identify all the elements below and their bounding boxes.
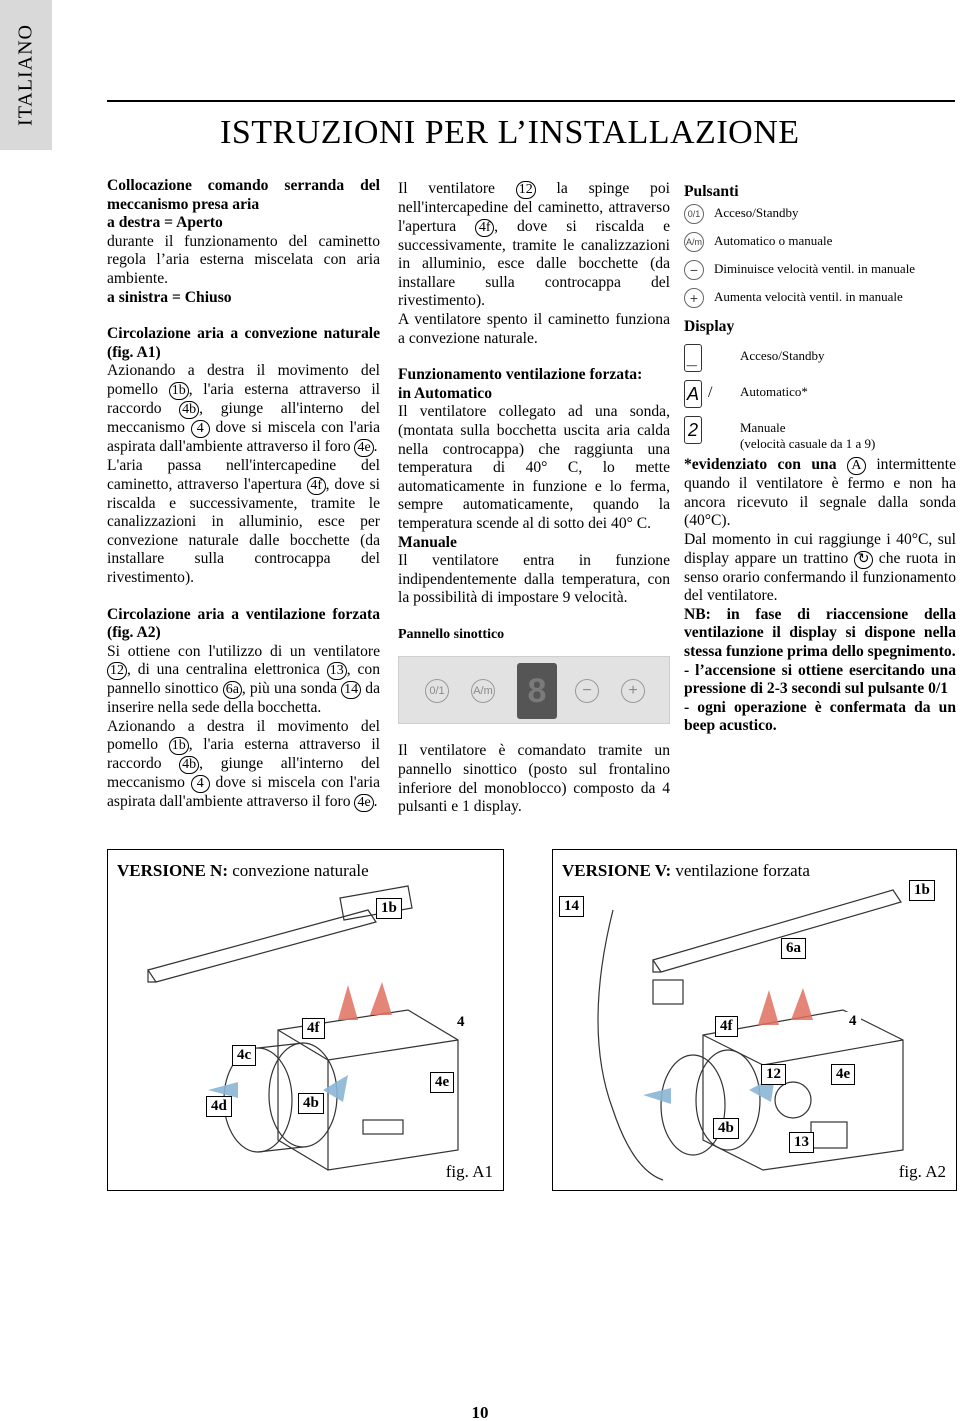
figure-a2 [552,849,957,1191]
figure-a1-title: VERSIONE N: convezione naturale [117,861,369,880]
note-auto: *evidenziato con una A intermittente quando il ventilatore è fermo e non ha ancora ricevuto il segnale dalla sonda (40°C). [684,456,956,530]
label-4c: 4c [232,1045,256,1066]
heading-air-damper: Collocazione comando serranda del meccanismo presa aria [107,177,380,213]
ref-6a: 6a [223,681,242,699]
power-button[interactable]: 0/1 [425,679,449,703]
language-label: ITALIANO [14,24,37,126]
label-1b: 1b [376,898,402,919]
ref-12: 12 [107,662,127,680]
page-title: ISTRUZIONI PER L’INSTALLAZIONE [220,114,800,151]
label-4f: 4f [302,1018,325,1039]
auto-manual-icon: A/m [684,232,704,252]
label-1b: 1b [909,880,935,901]
auto-manual-button[interactable]: A/m [471,679,495,703]
a-icon: A [847,457,866,475]
figure-a1 [107,849,504,1191]
bullet-beep: - ogni operazione è confermata da un beep acustico. [684,698,956,735]
button-legend-plus: + Aumenta velocità ventil. in manuale [684,286,956,314]
seven-segment-display: 8 [517,663,557,719]
language-tab [0,0,52,150]
display-heading: Display [684,317,735,335]
minus-icon: − [684,260,704,280]
button-legend-auto: A/m Automatico o manuale [684,230,956,258]
figure-a2-caption: fig. A2 [898,1162,946,1181]
label-4d: 4d [206,1096,232,1117]
damper-desc: durante il funzionamento del caminetto regola l’aria esterna miscelata con aria ambiente. [107,232,380,287]
paragraph-rotating: Dal momento in cui raggiunge i 40°C, sul display appare un trattino ↻ che ruota in senso orario confermando il funzionamento del ventilatore. [684,530,956,605]
ref-4: 4 [191,420,210,438]
label-4b: 4b [298,1093,324,1114]
buttons-heading: Pulsanti [684,183,739,200]
left-closed: a sinistra = Chiuso [107,288,232,306]
label-4f: 4f [715,1016,738,1037]
power-icon: 0/1 [684,204,704,224]
right-open: a destra = Aperto [107,214,223,232]
minus-button[interactable]: − [575,679,599,703]
plus-icon: + [684,288,704,308]
button-legend-power: 0/1 Acceso/Standby [684,202,956,230]
label-6a: 6a [781,938,806,959]
ref-1b: 1b [169,382,189,400]
label-4e: 4e [430,1072,454,1093]
ref-4e: 4e [354,439,373,457]
synoptic-panel [398,656,670,724]
display-a-icon: A [684,380,702,408]
figure-a1-caption: fig. A1 [445,1162,493,1181]
paragraph-forced-2: Azionando a destra il movimento del pomello 1b , l'aria esterna attraverso il raccordo 4b , giunge all'interno del meccanismo 4 dove si miscela con l'aria aspirata dall'ambiente attraverso il foro 4e . [107,717,380,811]
heading-auto: in Automatico [398,384,492,402]
paragraph-panel: Il ventilatore è comandato tramite un pannello sinottico (posto sul frontalino inferiore del monoblocco) composto da 4 pulsanti e 1 display. [398,742,670,816]
ref-14: 14 [341,681,361,699]
ref-4f: 4f [307,477,326,495]
rotating-dash-icon: ↻ [854,551,873,569]
paragraph-natural-1: Azionando a destra il movimento del pomello 1b , l'aria esterna attraverso il raccordo 4b , giunge all'interno del meccanismo 4 dove si miscela con l'aria aspirata dall'ambiente attraverso il foro 4e . [107,362,380,455]
display-legend-standby: _ Acceso/Standby [684,342,956,378]
label-4: 4 [453,1013,469,1032]
ref-13: 13 [327,662,347,680]
label-4b: 4b [713,1118,739,1139]
note-nb: NB: in fase di riaccensione della ventilazione il display si dispone nella stessa funzione prima dello spegnimento. [684,605,956,660]
paragraph-manual: Il ventilatore entra in funzione indipendentemente dalla temperatura, con la possibilità di impostare 9 velocità. [398,552,670,607]
display-legend-manual: 2 Manuale (velocità casuale da 1 a 9) [684,414,956,456]
heading-forced-ventilation: Circolazione aria a ventilazione forzata (fig. A2) [107,605,380,642]
button-legend-minus: − Diminuisce velocità ventil. in manuale [684,258,956,286]
column-left [107,177,380,812]
figure-a2-title: VERSIONE V: ventilazione forzata [562,861,810,880]
column-middle [398,180,670,817]
heading-manual: Manuale [398,533,457,551]
label-4: 4 [845,1012,861,1031]
label-13: 13 [789,1132,814,1153]
header [107,100,955,160]
bullet-power-on: - l’accensione si ottiene esercitando una pressione di 2-3 secondi sul pulsante 0/1 [684,661,956,698]
display-digit-icon: 2 [684,416,702,444]
figure-a2-drawing [553,850,958,1192]
heading-forced-auto: Funzionamento ventilazione forzata: [398,366,643,384]
paragraph-forced-1: Si ottiene con l'utilizzo di un ventilatore 12 , di una centralina elettronica 13 , con pannello sinottico 6a , più una sonda 14 da inserire nella sede della bocchetta. [107,642,381,717]
display-dash-icon: _ [684,344,702,372]
paragraph-auto: Il ventilatore collegato ad una sonda, (montata sulla bocchetta uscita aria calda nella controcappa) che raggiunta una temperatura di 40° C, lo mette automaticamente in funzione e lo ferma, sempre automaticamente, quando la temperatura scende al di sotto dei 40° C. [398,403,670,532]
label-14: 14 [559,896,584,917]
display-legend-auto: A / Automatico* [684,378,956,414]
page-number: 10 [471,1403,489,1421]
label-12: 12 [761,1064,786,1085]
plus-button[interactable]: + [621,679,645,703]
paragraph-fan: Il ventilatore 12 la spinge poi nell'intercapedine del caminetto, attraverso l'apertura 4f , dove si riscalda e successivamente, tramite le canalizzazioni in alluminio, esce dalle bocchette (da installare sulla controcappa del rivestimento). [398,180,670,310]
label-4e: 4e [831,1064,855,1085]
column-right [684,183,956,736]
panel-title: Pannello sinottico [398,626,505,642]
paragraph-fan-off: A ventilatore spento il caminetto funziona a convezione naturale. [398,310,670,347]
ref-4b: 4b [179,401,199,419]
heading-natural-convection: Circolazione aria a convezione naturale (fig. A1) [107,325,380,361]
paragraph-natural-2: L'aria passa nell'intercapedine del caminetto, attraverso l'apertura 4f , dove si riscalda e successivamente, tramite le canalizzazioni in alluminio, esce per convezione naturale dalle bocchette (da installare sulla controcappa del rivestimento). [107,456,380,586]
